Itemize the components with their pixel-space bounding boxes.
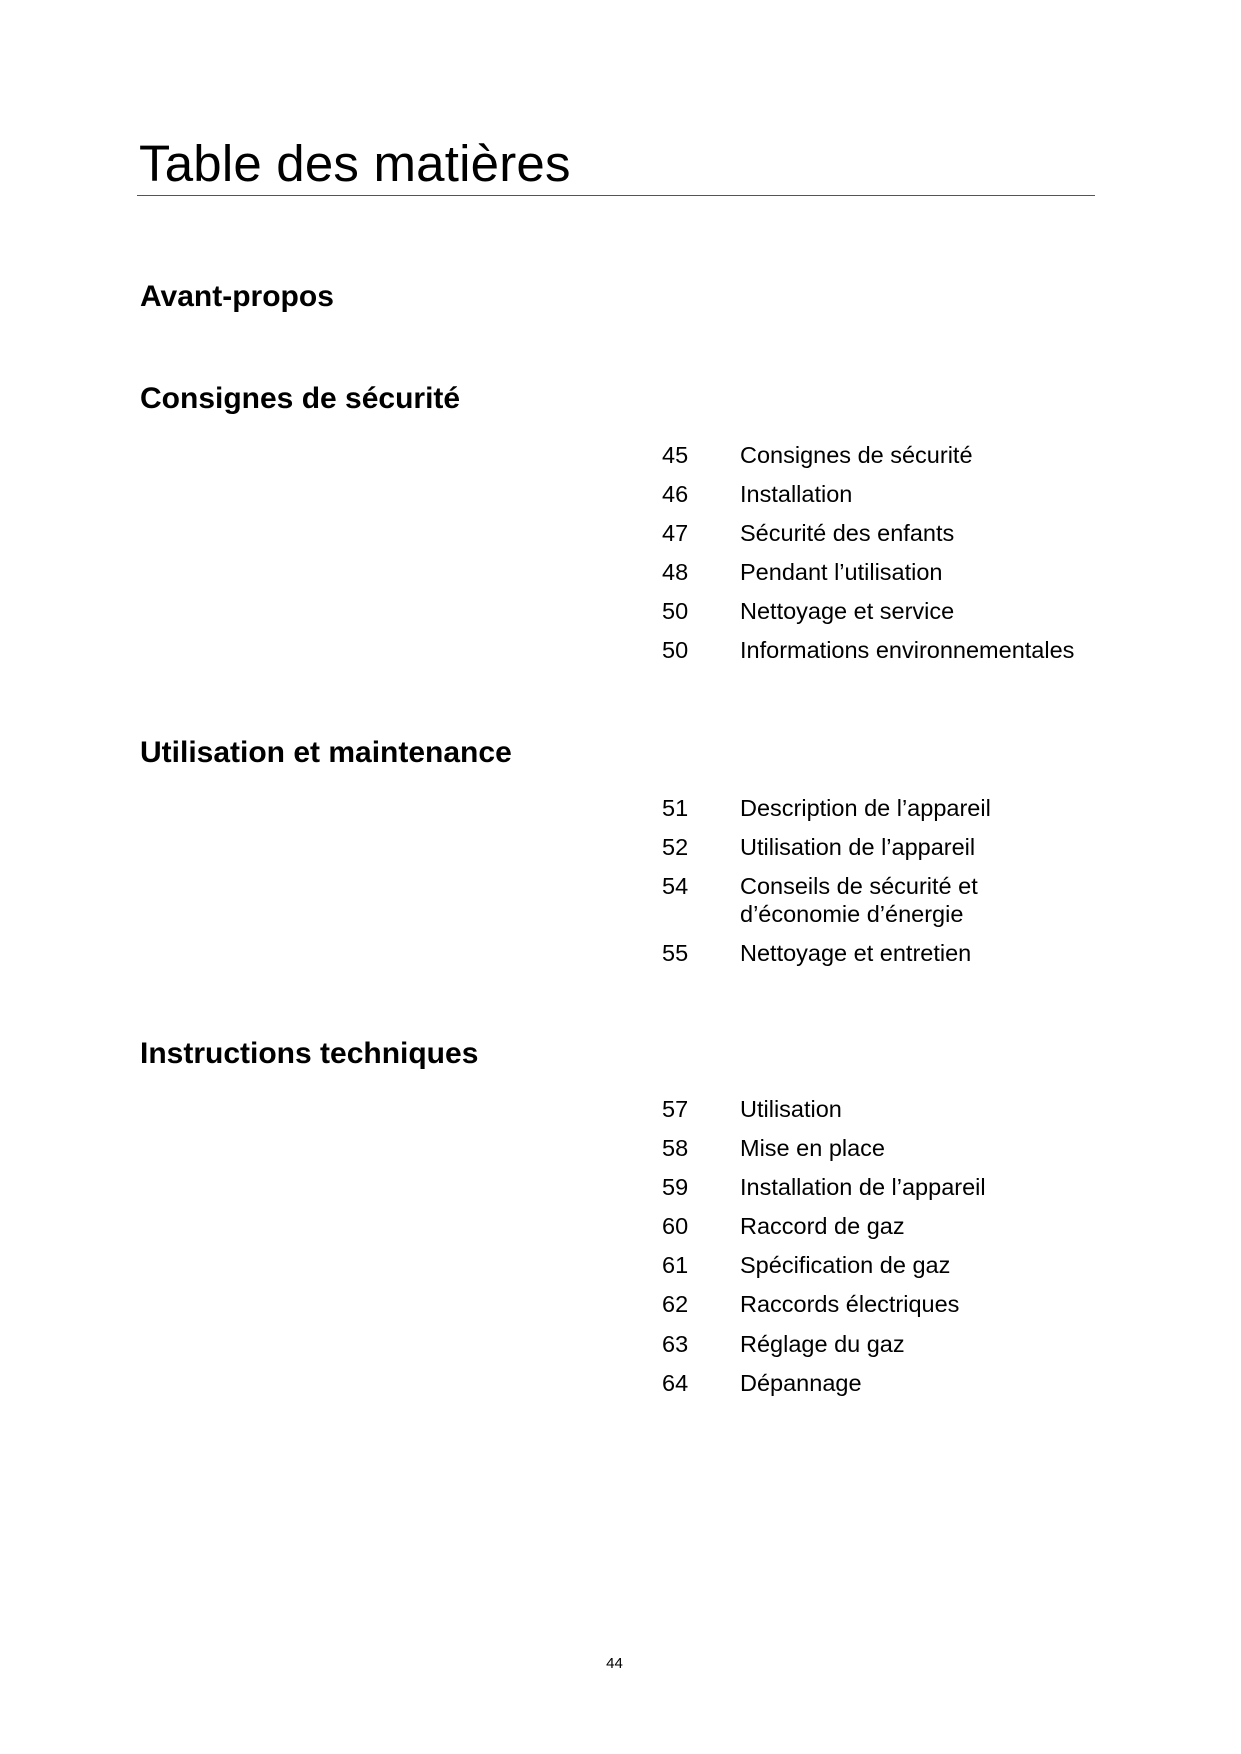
toc-entry-label: Pendant l’utilisation [740, 559, 943, 586]
toc-entry[interactable] [662, 520, 1102, 548]
toc-page-number: 52 [662, 834, 689, 861]
toc-page-number: 50 [662, 637, 689, 664]
toc-page-number: 59 [662, 1174, 689, 1201]
toc-entry[interactable] [662, 1331, 1102, 1359]
toc-entry[interactable] [662, 1252, 1102, 1280]
toc-entry[interactable] [662, 598, 1102, 626]
toc-entry-label: Nettoyage et entretien [740, 939, 972, 966]
toc-page-number: 62 [662, 1291, 689, 1318]
toc-entry[interactable] [662, 1291, 1102, 1319]
toc-entry-label: Dépannage [740, 1369, 862, 1396]
toc-entry[interactable] [662, 1174, 1102, 1202]
toc-list-instructions [662, 1096, 1102, 1409]
toc-entry-label: Installation [740, 481, 853, 508]
toc-page-number: 55 [662, 939, 689, 966]
toc-entry[interactable] [662, 481, 1102, 509]
toc-entry-label: Nettoyage et service [740, 598, 955, 625]
toc-entry-label: Raccord de gaz [740, 1213, 905, 1240]
toc-page-number: 60 [662, 1213, 689, 1240]
toc-page-number: 63 [662, 1330, 689, 1357]
toc-entry[interactable] [662, 795, 1102, 823]
toc-list-utilisation [662, 795, 1102, 979]
toc-entry-label: Utilisation de l’appareil [740, 834, 976, 861]
toc-entry[interactable] [662, 1370, 1102, 1398]
toc-entry-label: Réglage du gaz [740, 1330, 905, 1357]
toc-entry[interactable] [662, 1135, 1102, 1163]
toc-page-number: 54 [662, 873, 689, 900]
toc-page-number: 58 [662, 1135, 689, 1162]
page-number: 44 [606, 1655, 623, 1672]
toc-entry-label: Description de l’appareil [740, 795, 991, 821]
toc-page-number: 47 [662, 520, 689, 547]
toc-entry-label: Consignes de sécurité [740, 442, 973, 468]
toc-entry-label: Conseils de sécurité et d’économie d’énergie [740, 873, 978, 927]
toc-entry[interactable] [662, 1213, 1102, 1241]
section-heading-utilisation: Utilisation et maintenance [140, 736, 512, 769]
toc-entry-label: Mise en place [740, 1135, 885, 1162]
section-heading-avant-propos: Avant-propos [140, 280, 334, 313]
toc-entry[interactable] [662, 1096, 1102, 1124]
toc-page-number: 57 [662, 1096, 689, 1122]
toc-entry[interactable] [662, 559, 1102, 587]
toc-entry-label: Informations environnementales [740, 637, 1075, 664]
toc-entry[interactable] [662, 442, 1102, 470]
toc-list-consignes [662, 442, 1102, 677]
toc-entry[interactable] [662, 940, 1102, 968]
toc-entry-label: Sécurité des enfants [740, 520, 955, 547]
toc-entry-label: Spécification de gaz [740, 1252, 951, 1279]
toc-entry-label: Raccords électriques [740, 1291, 960, 1318]
title-divider [137, 195, 1095, 196]
section-heading-consignes: Consignes de sécurité [140, 382, 461, 415]
toc-page-number: 64 [662, 1369, 689, 1396]
toc-entry[interactable] [662, 637, 1102, 665]
toc-page-number: 45 [662, 442, 689, 468]
section-heading-instructions: Instructions techniques [140, 1037, 479, 1070]
toc-page-number: 48 [662, 559, 689, 586]
toc-entry-label: Installation de l’appareil [740, 1174, 986, 1201]
toc-page-number: 46 [662, 481, 689, 508]
toc-page-number: 50 [662, 598, 689, 625]
page-title: Table des matières [139, 135, 571, 192]
toc-entry[interactable] [662, 873, 1102, 928]
toc-entry-label: Utilisation [740, 1096, 842, 1122]
toc-entry[interactable] [662, 834, 1102, 862]
toc-page-number: 61 [662, 1252, 689, 1279]
toc-page-number: 51 [662, 795, 689, 821]
